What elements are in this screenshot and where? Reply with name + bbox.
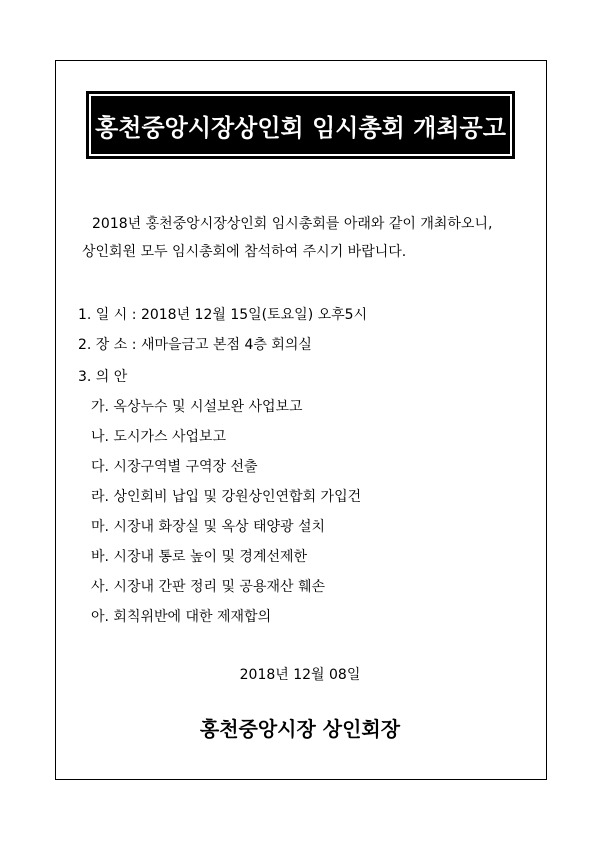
agenda-label: 3. 의 안 — [78, 369, 128, 385]
intro-line-2: 상인회원 모두 임시총회에 참석하여 주시기 바랍니다. — [82, 244, 407, 260]
agenda-item: 마. 시장내 화장실 및 옥상 태양광 설치 — [91, 519, 326, 535]
agenda-item: 바. 시장내 통로 높이 및 경계선제한 — [91, 549, 308, 565]
schedule-value: 2018년 12월 15일(토요일) 오후5시 — [140, 307, 368, 323]
agenda-item: 나. 도시가스 사업보고 — [91, 429, 227, 445]
agenda-heading — [78, 366, 127, 386]
schedule-label: 1. 일 시 : — [78, 307, 137, 323]
intro-line-1: 2018년 홍천중앙시장상인회 임시총회를 아래와 같이 개최하오니, — [92, 216, 493, 232]
agenda-item: 아. 회칙위반에 대한 제재합의 — [91, 609, 272, 625]
intro-paragraph — [82, 210, 542, 266]
agenda-list — [91, 392, 361, 632]
notice-title: 홍천중앙시장상인회 임시총회 개최공고 — [95, 113, 506, 142]
agenda-item: 라. 상인회비 납입 및 강원상인연합회 가입건 — [91, 489, 362, 505]
notice-date: 2018년 12월 08일 — [239, 667, 361, 683]
schedule-row — [78, 304, 367, 324]
title-banner — [86, 91, 515, 159]
agenda-item: 가. 옥상누수 및 시설보완 사업보고 — [91, 399, 303, 415]
agenda-item: 사. 시장내 간판 정리 및 공용재산 훼손 — [91, 579, 326, 595]
agenda-item: 다. 시장구역별 구역장 선출 — [91, 459, 258, 475]
signer-name: 홍천중앙시장 상인회장 — [199, 717, 401, 741]
venue-label: 2. 장 소 : — [78, 337, 137, 353]
venue-row — [78, 334, 312, 354]
venue-value: 새마을금고 본점 4층 회의실 — [140, 337, 312, 353]
